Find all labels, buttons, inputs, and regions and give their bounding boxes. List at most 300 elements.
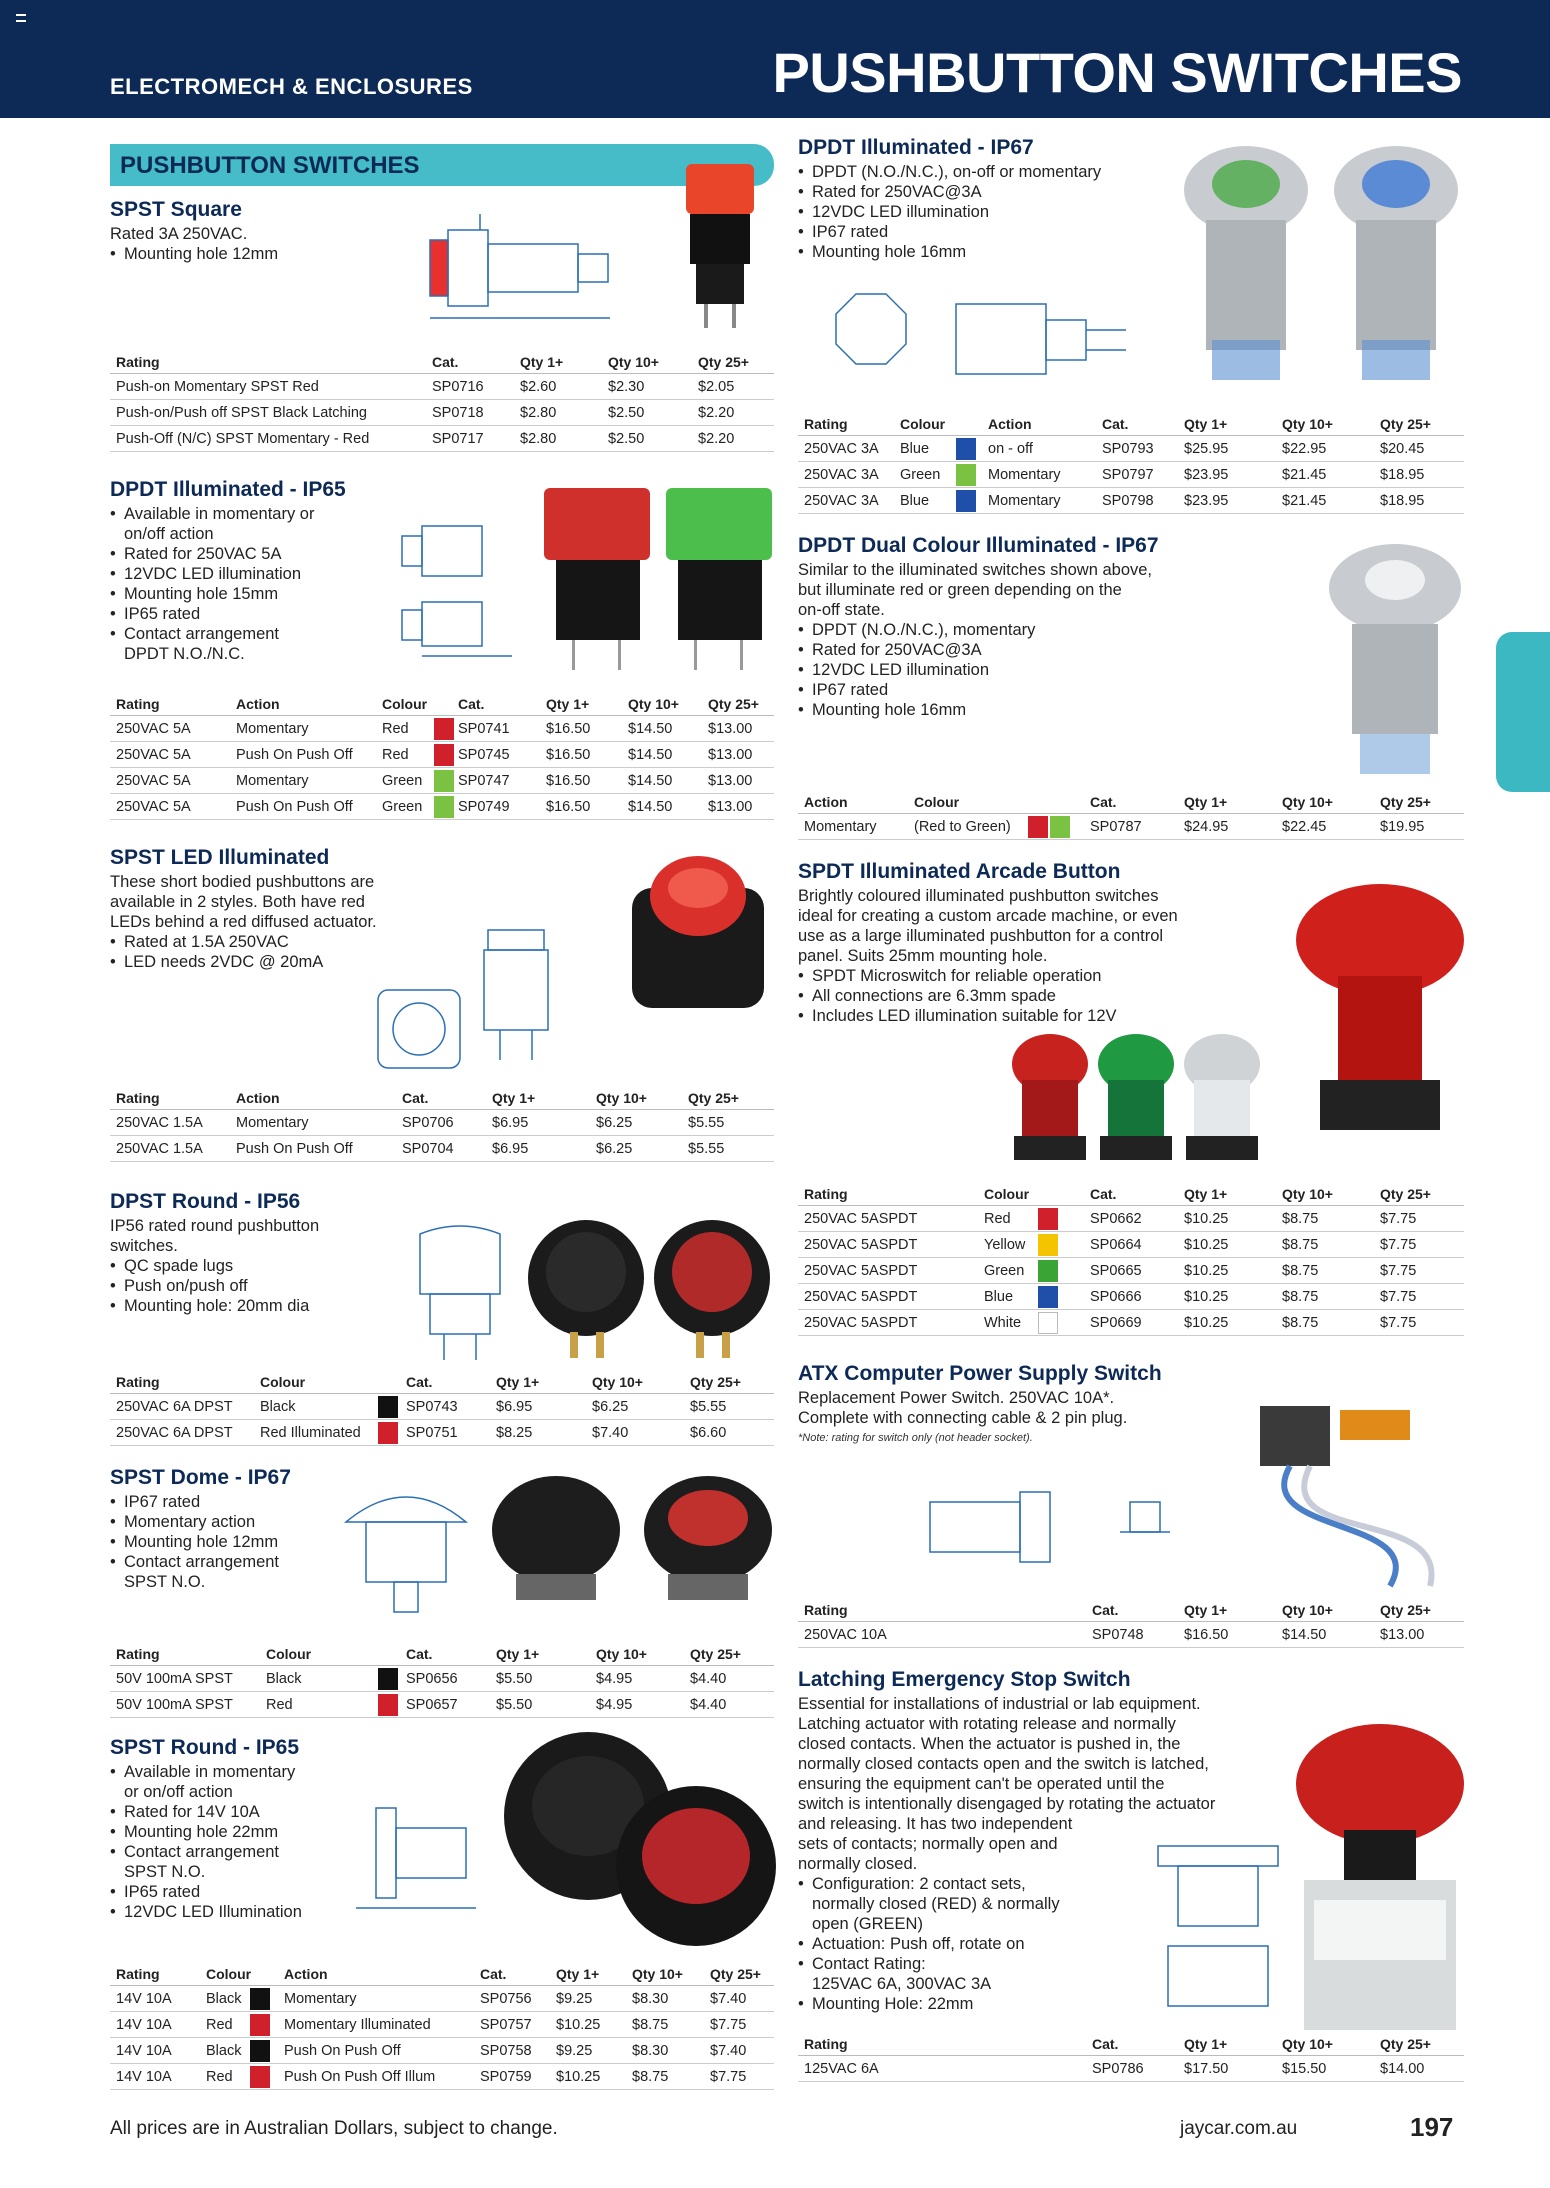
- table-cell: SP0717: [432, 431, 484, 447]
- description-line: switches.: [110, 1237, 178, 1255]
- estop-photo: [1290, 1714, 1470, 2044]
- spst-led-photo: [628, 852, 768, 1022]
- bullet-item: • Contact arrangement: [110, 1552, 330, 1572]
- footer-note: All prices are in Australian Dollars, subject to change.: [110, 2118, 558, 2139]
- table-cell: $7.75: [1380, 1289, 1417, 1305]
- table-cell: $24.95: [1184, 819, 1229, 835]
- table-cell: $22.95: [1282, 441, 1327, 457]
- spst-round-diagram: [336, 1788, 496, 1928]
- table-cell: $2.20: [698, 405, 735, 421]
- table-cell: Momentary: [804, 819, 877, 835]
- table-row[interactable]: [110, 1666, 774, 1692]
- table-cell: SP0743: [406, 1399, 458, 1415]
- bullet-item: SPST N.O.: [124, 1863, 206, 1881]
- table-cell: $2.20: [698, 431, 735, 447]
- table-row[interactable]: [110, 1394, 774, 1420]
- bullet-item: SPST N.O.: [124, 1573, 206, 1591]
- table-header: [798, 1182, 1464, 1206]
- price-table: [798, 1598, 1464, 1648]
- table-cell: $5.50: [496, 1697, 533, 1713]
- table-cell: $7.75: [710, 2017, 747, 2033]
- menu-icon[interactable]: [16, 14, 26, 22]
- colour-swatch: [378, 1422, 398, 1444]
- table-row[interactable]: [798, 462, 1464, 488]
- colour-swatch: [378, 1668, 398, 1690]
- table-cell: 14V 10A: [116, 1991, 172, 2007]
- price-table: [110, 1642, 774, 1718]
- bullet-item: • 12VDC LED illumination: [798, 660, 1218, 680]
- table-cell: Red: [266, 1697, 293, 1713]
- table-row[interactable]: [798, 1258, 1464, 1284]
- price-table: [798, 412, 1464, 514]
- bullet-item: • DPDT (N.O./N.C.), on-off or momentary: [798, 162, 1178, 182]
- colour-swatch: [250, 1988, 270, 2010]
- dpdt-dual-photo: [1320, 540, 1470, 780]
- column-header: Cat.: [432, 354, 459, 370]
- column-header: Colour: [266, 1646, 312, 1662]
- price-table: [110, 1086, 774, 1162]
- table-cell: SP0798: [1102, 493, 1154, 509]
- column-header: Qty 25+: [710, 1966, 761, 1982]
- table-cell: $4.40: [690, 1671, 727, 1687]
- spst-dome-photo: [486, 1470, 776, 1620]
- table-row[interactable]: [110, 400, 774, 426]
- section-description: [110, 1216, 390, 1316]
- table-row[interactable]: [110, 716, 774, 742]
- column-header: Rating: [804, 416, 848, 432]
- dpdt-ip67-photo: [1176, 140, 1466, 400]
- table-cell: $22.45: [1282, 819, 1327, 835]
- bullet-item: • Configuration: 2 contact sets,: [798, 1874, 1358, 1894]
- table-cell: $7.40: [710, 2043, 747, 2059]
- side-tab[interactable]: [1496, 632, 1550, 792]
- section-description: [110, 224, 410, 264]
- table-cell: $2.50: [608, 431, 645, 447]
- table-cell: $20.45: [1380, 441, 1425, 457]
- column-header: Qty 1+: [556, 1966, 600, 1982]
- section-title: DPDT Illuminated - IP67: [798, 136, 1034, 159]
- bullet-item: • Mounting Hole: 22mm: [798, 1994, 1358, 2014]
- description-line: Rated 3A 250VAC.: [110, 225, 248, 243]
- section-description: [798, 1388, 1258, 1448]
- table-cell: $2.05: [698, 379, 735, 395]
- table-cell: SP0665: [1090, 1263, 1142, 1279]
- table-row[interactable]: [110, 742, 774, 768]
- column-header: Qty 10+: [608, 354, 659, 370]
- table-row[interactable]: [798, 2056, 1464, 2082]
- colour-swatch: [1038, 1260, 1058, 1282]
- table-row[interactable]: [798, 436, 1464, 462]
- table-cell: $8.30: [632, 2043, 669, 2059]
- table-cell: Blue: [984, 1289, 1014, 1305]
- table-row[interactable]: [110, 1986, 774, 2012]
- table-row[interactable]: [110, 1110, 774, 1136]
- arcade-photo: [1000, 880, 1470, 1170]
- bullet-item: • Mounting hole 16mm: [798, 700, 1218, 720]
- colour-swatch: [956, 464, 976, 486]
- table-cell: $10.25: [1184, 1211, 1229, 1227]
- table-cell: Green: [382, 773, 423, 789]
- table-cell: $4.40: [690, 1697, 727, 1713]
- table-cell: $9.25: [556, 2043, 593, 2059]
- column-header: Qty 1+: [1184, 1602, 1228, 1618]
- colour-swatch: [1038, 1234, 1058, 1256]
- table-cell: $10.25: [1184, 1237, 1229, 1253]
- table-header: [798, 412, 1464, 436]
- column-header: Qty 25+: [1380, 2036, 1431, 2052]
- table-cell: Black: [206, 2043, 242, 2059]
- table-cell: $6.25: [592, 1399, 629, 1415]
- section-description: [110, 504, 370, 664]
- table-cell: $10.25: [556, 2069, 601, 2085]
- bullet-item: • Rated at 1.5A 250VAC: [110, 932, 440, 952]
- description-line: switch is intentionally disengaged by rotating the actuator: [798, 1795, 1216, 1813]
- bullet-item: • All connections are 6.3mm spade: [798, 986, 1258, 1006]
- table-cell: $6.95: [496, 1399, 533, 1415]
- price-table: [110, 1370, 774, 1446]
- column-header: Cat.: [1090, 794, 1117, 810]
- footer-site[interactable]: jaycar.com.au: [1180, 2118, 1298, 2139]
- bullet-item: or on/off action: [124, 1783, 233, 1801]
- column-header: Qty 10+: [632, 1966, 683, 1982]
- column-header: Qty 1+: [1184, 2036, 1228, 2052]
- table-cell: Red: [382, 747, 409, 763]
- page-number: 197: [1410, 2112, 1454, 2142]
- table-cell: $13.00: [1380, 1627, 1425, 1643]
- column-header: Colour: [382, 696, 428, 712]
- table-cell: $14.50: [1282, 1627, 1327, 1643]
- bullet-item: • 12VDC LED illumination: [798, 202, 1178, 222]
- table-cell: $2.60: [520, 379, 557, 395]
- table-row[interactable]: [110, 2012, 774, 2038]
- description-line: available in 2 styles. Both have red: [110, 893, 365, 911]
- table-cell: SP0751: [406, 1425, 458, 1441]
- section-description: [110, 1762, 340, 1922]
- bullet-item: • Rated for 250VAC@3A: [798, 640, 1218, 660]
- description-line: on-off state.: [798, 601, 885, 619]
- table-cell: $7.40: [592, 1425, 629, 1441]
- column-header: Qty 10+: [1282, 794, 1333, 810]
- table-cell: $8.30: [632, 1991, 669, 2007]
- table-cell: SP0745: [458, 747, 510, 763]
- column-header: Rating: [804, 1186, 848, 1202]
- table-cell: 14V 10A: [116, 2043, 172, 2059]
- description-line: Brightly coloured illuminated pushbutton switches: [798, 887, 1159, 905]
- table-row[interactable]: [798, 1622, 1464, 1648]
- bullet-item: normally closed (RED) & normally: [812, 1895, 1060, 1913]
- column-header: Qty 10+: [628, 696, 679, 712]
- table-header: [110, 1642, 774, 1666]
- table-cell: 250VAC 5ASPDT: [804, 1211, 918, 1227]
- bullet-item: • Mounting hole 12mm: [110, 244, 410, 264]
- table-cell: $13.00: [708, 721, 753, 737]
- table-row[interactable]: [110, 2064, 774, 2090]
- table-cell: $5.55: [688, 1141, 725, 1157]
- spst-square-diagram: [420, 200, 650, 340]
- column-header: Colour: [900, 416, 946, 432]
- table-cell: $13.00: [708, 747, 753, 763]
- table-cell: $6.95: [492, 1141, 529, 1157]
- column-header: Action: [284, 1966, 328, 1982]
- description-line: LEDs behind a red diffused actuator.: [110, 913, 377, 931]
- table-cell: Momentary: [236, 721, 309, 737]
- column-header: Rating: [116, 1646, 160, 1662]
- table-header: [110, 350, 774, 374]
- table-header: [798, 790, 1464, 814]
- column-header: Action: [236, 696, 280, 712]
- bullet-item: • Available in momentary or: [110, 504, 370, 524]
- table-cell: SP0749: [458, 799, 510, 815]
- table-cell: 50V 100mA SPST: [116, 1671, 233, 1687]
- table-cell: Black: [260, 1399, 296, 1415]
- table-cell: $2.30: [608, 379, 645, 395]
- description-line: and releasing. It has two independent: [798, 1815, 1073, 1833]
- column-header: Qty 1+: [1184, 1186, 1228, 1202]
- table-row[interactable]: [110, 374, 774, 400]
- column-header: Cat.: [480, 1966, 507, 1982]
- table-cell: Momentary: [988, 467, 1061, 483]
- table-cell: Green: [984, 1263, 1025, 1279]
- price-table: [110, 692, 774, 820]
- table-cell: 250VAC 5ASPDT: [804, 1315, 918, 1331]
- section-title: SPST Dome - IP67: [110, 1466, 291, 1489]
- bullet-item: DPDT N.O./N.C.: [124, 645, 245, 663]
- table-cell: $9.25: [556, 1991, 593, 2007]
- table-cell: $2.80: [520, 431, 557, 447]
- atx-diagram: [910, 1462, 1210, 1592]
- table-cell: Push On Push Off: [236, 799, 353, 815]
- table-cell: 250VAC 5ASPDT: [804, 1237, 918, 1253]
- bullet-item: • Momentary action: [110, 1512, 330, 1532]
- table-cell: $5.55: [690, 1399, 727, 1415]
- table-header: [798, 1598, 1464, 1622]
- bullet-item: • DPDT (N.O./N.C.), momentary: [798, 620, 1218, 640]
- bullet-item: • IP65 rated: [110, 604, 370, 624]
- bullet-item: • LED needs 2VDC @ 20mA: [110, 952, 440, 972]
- column-header: Qty 10+: [592, 1374, 643, 1390]
- column-header: Qty 1+: [1184, 794, 1228, 810]
- price-table: [798, 790, 1464, 840]
- description-line: IP56 rated round pushbutton: [110, 1217, 320, 1235]
- column-header: Qty 25+: [688, 1090, 739, 1106]
- table-row[interactable]: [798, 488, 1464, 514]
- bullet-item: • IP67 rated: [798, 680, 1218, 700]
- column-header: Colour: [260, 1374, 306, 1390]
- table-row[interactable]: [110, 1420, 774, 1446]
- table-cell: Momentary: [284, 1991, 357, 2007]
- table-cell: SP0747: [458, 773, 510, 789]
- table-row[interactable]: [798, 1232, 1464, 1258]
- table-row[interactable]: [798, 1206, 1464, 1232]
- column-header: Qty 25+: [1380, 416, 1431, 432]
- bullet-item: • Mounting hole 15mm: [110, 584, 370, 604]
- table-cell: SP0786: [1092, 2061, 1144, 2077]
- table-cell: Push On Push Off Illum: [284, 2069, 436, 2085]
- colour-swatch: [1038, 1312, 1058, 1334]
- dpdt-ip65-photo: [538, 484, 778, 674]
- spst-dome-diagram: [336, 1472, 476, 1622]
- table-cell: SP0787: [1090, 819, 1142, 835]
- table-cell: $7.75: [1380, 1315, 1417, 1331]
- table-cell: $7.40: [710, 1991, 747, 2007]
- description-line: Complete with connecting cable & 2 pin plug.: [798, 1409, 1128, 1427]
- table-row[interactable]: [798, 1310, 1464, 1336]
- table-cell: 250VAC 1.5A: [116, 1115, 203, 1131]
- column-header: Qty 10+: [1282, 1186, 1333, 1202]
- table-cell: $10.25: [556, 2017, 601, 2033]
- page-title: PUSHBUTTON SWITCHES: [772, 41, 1462, 104]
- table-cell: $8.75: [1282, 1289, 1319, 1305]
- bullet-item: • Contact arrangement: [110, 1842, 340, 1862]
- colour-swatch: [434, 796, 454, 818]
- table-cell: $6.25: [596, 1141, 633, 1157]
- table-cell: $21.45: [1282, 467, 1327, 483]
- table-cell: $5.55: [688, 1115, 725, 1131]
- column-header: Qty 10+: [1282, 2036, 1333, 2052]
- table-cell: $10.25: [1184, 1315, 1229, 1331]
- table-cell: Push-Off (N/C) SPST Momentary - Red: [116, 431, 370, 447]
- table-cell: $21.45: [1282, 493, 1327, 509]
- table-header: [110, 1370, 774, 1394]
- table-cell: Red: [206, 2069, 233, 2085]
- table-cell: Black: [266, 1671, 302, 1687]
- spst-round-photo: [500, 1726, 780, 1956]
- colour-swatch: [956, 490, 976, 512]
- column-header: Qty 10+: [596, 1646, 647, 1662]
- table-cell: $23.95: [1184, 493, 1229, 509]
- bullet-item: • Available in momentary: [110, 1762, 340, 1782]
- section-title: SPST LED Illuminated: [110, 846, 330, 869]
- bullet-item: • Mounting hole: 20mm dia: [110, 1296, 390, 1316]
- table-cell: SP0664: [1090, 1237, 1142, 1253]
- table-cell: $5.50: [496, 1671, 533, 1687]
- description-line: ensuring the equipment can't be operated until the: [798, 1775, 1165, 1793]
- column-header: Qty 25+: [690, 1646, 741, 1662]
- table-cell: $6.25: [596, 1115, 633, 1131]
- colour-swatch: [250, 2040, 270, 2062]
- column-header: Rating: [116, 1966, 160, 1982]
- table-row[interactable]: [110, 1136, 774, 1162]
- section-title: SPDT Illuminated Arcade Button: [798, 860, 1121, 883]
- bullet-item: • SPDT Microswitch for reliable operation: [798, 966, 1258, 986]
- bullet-item: • IP67 rated: [110, 1492, 330, 1512]
- table-cell: Momentary: [236, 773, 309, 789]
- section-title: Latching Emergency Stop Switch: [798, 1668, 1131, 1691]
- table-cell: SP0662: [1090, 1211, 1142, 1227]
- column-header: Qty 1+: [1184, 416, 1228, 432]
- column-header: Qty 25+: [1380, 1602, 1431, 1618]
- section-title: DPDT Dual Colour Illuminated - IP67: [798, 534, 1159, 557]
- bullet-item: • Mounting hole 22mm: [110, 1822, 340, 1842]
- table-cell: 250VAC 3A: [804, 467, 879, 483]
- colour-swatch: [250, 2014, 270, 2036]
- table-cell: Momentary Illuminated: [284, 2017, 431, 2033]
- price-table: [110, 1962, 774, 2090]
- table-row[interactable]: [110, 1692, 774, 1718]
- section-banner: [110, 144, 774, 186]
- table-cell: SP0748: [1092, 1627, 1144, 1643]
- description-line: Replacement Power Switch. 250VAC 10A*.: [798, 1389, 1115, 1407]
- description-line: ideal for creating a custom arcade machine, or even: [798, 907, 1178, 925]
- table-row[interactable]: [798, 1284, 1464, 1310]
- section-title: ATX Computer Power Supply Switch: [798, 1362, 1162, 1385]
- bullet-item: • Contact arrangement: [110, 624, 370, 644]
- table-cell: (Red to Green): [914, 819, 1011, 835]
- bullet-item: • Includes LED illumination suitable for 12V: [798, 1006, 1258, 1026]
- table-header: [110, 692, 774, 716]
- table-cell: Green: [382, 799, 423, 815]
- section-title: SPST Round - IP65: [110, 1736, 300, 1759]
- table-cell: Push-on Momentary SPST Red: [116, 379, 319, 395]
- column-header: Qty 1+: [496, 1374, 540, 1390]
- table-cell: 250VAC 3A: [804, 493, 879, 509]
- column-header: Qty 25+: [698, 354, 749, 370]
- price-table: [110, 350, 774, 452]
- table-cell: SP0718: [432, 405, 484, 421]
- table-cell: Push On Push Off: [284, 2043, 401, 2059]
- section-description: [798, 162, 1178, 262]
- table-cell: 250VAC 6A DPST: [116, 1399, 233, 1415]
- dpdt-ip65-diagram: [362, 506, 532, 666]
- table-row[interactable]: [798, 814, 1464, 840]
- table-cell: $16.50: [546, 747, 591, 763]
- table-cell: $8.75: [632, 2017, 669, 2033]
- column-header: Qty 10+: [1282, 416, 1333, 432]
- bullet-item: • Actuation: Push off, rotate on: [798, 1934, 1358, 1954]
- dpst-round-photo: [526, 1214, 776, 1364]
- table-cell: $7.75: [1380, 1237, 1417, 1253]
- table-cell: $16.50: [1184, 1627, 1229, 1643]
- bullet-item: • IP67 rated: [798, 222, 1178, 242]
- column-header: Rating: [116, 1090, 160, 1106]
- bullet-item: • Push on/push off: [110, 1276, 390, 1296]
- column-header: Cat.: [402, 1090, 429, 1106]
- table-cell: Red: [984, 1211, 1011, 1227]
- column-header: Cat.: [1102, 416, 1129, 432]
- table-row[interactable]: [110, 794, 774, 820]
- table-row[interactable]: [110, 426, 774, 452]
- table-cell: 250VAC 1.5A: [116, 1141, 203, 1157]
- table-cell: 250VAC 5A: [116, 799, 191, 815]
- table-cell: $7.75: [1380, 1211, 1417, 1227]
- banner-label: PUSHBUTTON SWITCHES: [120, 152, 420, 179]
- table-cell: $4.95: [596, 1697, 633, 1713]
- column-header: Cat.: [1092, 1602, 1119, 1618]
- table-cell: $4.95: [596, 1671, 633, 1687]
- bullet-item: • Mounting hole 12mm: [110, 1532, 330, 1552]
- table-header: [110, 1086, 774, 1110]
- section-description: [110, 1492, 330, 1592]
- table-cell: $6.60: [690, 1425, 727, 1441]
- column-header: Qty 1+: [546, 696, 590, 712]
- table-cell: $19.95: [1380, 819, 1425, 835]
- table-cell: $16.50: [546, 773, 591, 789]
- colour-swatch: [434, 744, 454, 766]
- table-cell: $16.50: [546, 799, 591, 815]
- description-line: These short bodied pushbuttons are: [110, 873, 375, 891]
- table-cell: Green: [900, 467, 941, 483]
- table-cell: $10.25: [1184, 1289, 1229, 1305]
- table-row[interactable]: [110, 2038, 774, 2064]
- table-cell: 250VAC 5A: [116, 747, 191, 763]
- table-cell: $13.00: [708, 799, 753, 815]
- footnote: *Note: rating for switch only (not header socket).: [798, 1432, 1033, 1444]
- table-cell: 14V 10A: [116, 2069, 172, 2085]
- spst-square-photo: [680, 158, 760, 338]
- table-cell: SP0666: [1090, 1289, 1142, 1305]
- table-cell: SP0793: [1102, 441, 1154, 457]
- table-row[interactable]: [110, 768, 774, 794]
